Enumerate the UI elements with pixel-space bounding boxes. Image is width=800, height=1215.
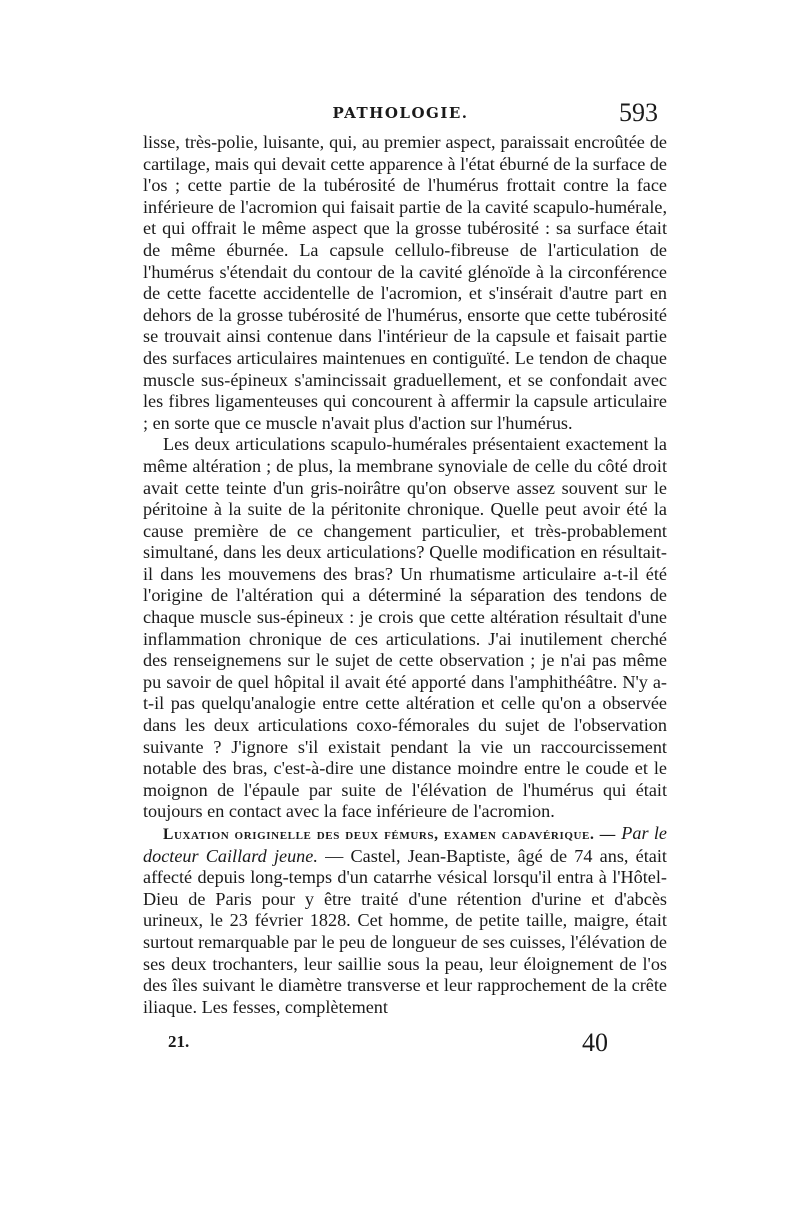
- paragraph-text: — Castel, Jean-Baptiste, âgé de 74 ans, était affecté depuis long-temps d'un catarrhe vésical lorsqu'il entra à l'Hôtel-Dieu de Paris pour y être traité d'une rétention d'urine et d'abcès urineux, le 23 février 1828. Cet homme, de petite taille, maigre, était surtout remarquable par le peu de longueur de ses cuisses, l'élévation de ses deux trochanters, leur saillie sous la peau, leur éloignement de l'os des îles suivant le diamètre transverse et leur rapprochement de la crête iliaque. Les fesses, complètement: [143, 845, 667, 1017]
- body-text: [143, 132, 667, 1018]
- page-number: 593: [619, 98, 658, 127]
- running-title: PATHOLOGIE.: [332, 104, 469, 122]
- author-credit: Par le docteur Caillard jeune.: [143, 823, 668, 866]
- paragraph-continued: lisse, très-polie, luisante, qui, au premier aspect, paraissait encroûtée de cartilage, mais qui devait cette apparence à l'état éburné de la surface de l'os ; cette partie de la tubérosité de l'humérus frottait contre la face inférieure de l'acromion qui faisait partie de la cavité scapulo-humérale, et qui offrait le même aspect que la grosse tubérosité : sa surface était de même éburnée. La capsule cellulo-fibreuse de l'articulation de l'humérus s'étendait du contour de la cavité glénoïde à la circonférence de cette facette accidentelle de l'acromion, et s'insérait d'autre part en dehors de la grosse tubérosité de l'humérus, ensorte que cette tubérosité se trouvait ainsi contenue dans l'intérieur de la capsule et faisait partie des surfaces articulaires maintenues en contiguïté. Le tendon de chaque muscle sus-épineux s'amincissait graduellement, et se confondait avec les fibres ligamenteuses qui concourent à affermir la capsule articulaire ; en sorte que ce muscle n'avait plus d'action sur l'humérus.: [143, 132, 667, 433]
- paragraph-section-start: [143, 823, 667, 1018]
- sheet-number: 40: [582, 1028, 608, 1057]
- signature-mark: 21.: [168, 1032, 190, 1051]
- section-heading: Luxation originelle des deux fémurs, examen cadavérique. —: [163, 826, 616, 843]
- page-header: [143, 98, 658, 132]
- page-footer: [168, 1030, 608, 1056]
- paragraph: Les deux articulations scapulo-humérales présentaient exactement la même altération ; de plus, la membrane synoviale de celle du côté droit avait cette teinte d'un gris-noirâtre qu'on observe assez souvent sur le péritoine à la suite de la péritonite chronique. Quelle peut avoir été la cause première de ce changement particulier, et très-probablement simultané, dans les deux articulations? Quelle modification en résultait-il dans les mouvemens des bras? Un rhumatisme articulaire a-t-il été l'origine de l'altération qui a déterminé la séparation des tendons de chaque muscle sus-épineux : je crois que cette altération résultait d'une inflammation chronique de ces articulations. J'ai inutilement cherché des renseignemens sur le sujet de cette observation ; je n'ai pas même pu savoir de quel hôpital il avait été apporté dans l'amphithéâtre. N'y a-t-il pas quelqu'analogie entre cette altération et celle qu'on a observée dans les deux articulations coxo-fémorales du sujet de l'observation suivante ? J'ignore s'il existait pendant la vie un raccourcissement notable des bras, c'est-à-dire une distance moindre entre le coude et le moignon de l'épaule par suite de l'élévation de l'humérus qui était toujours en contact avec la face inférieure de l'acromion.: [143, 434, 667, 822]
